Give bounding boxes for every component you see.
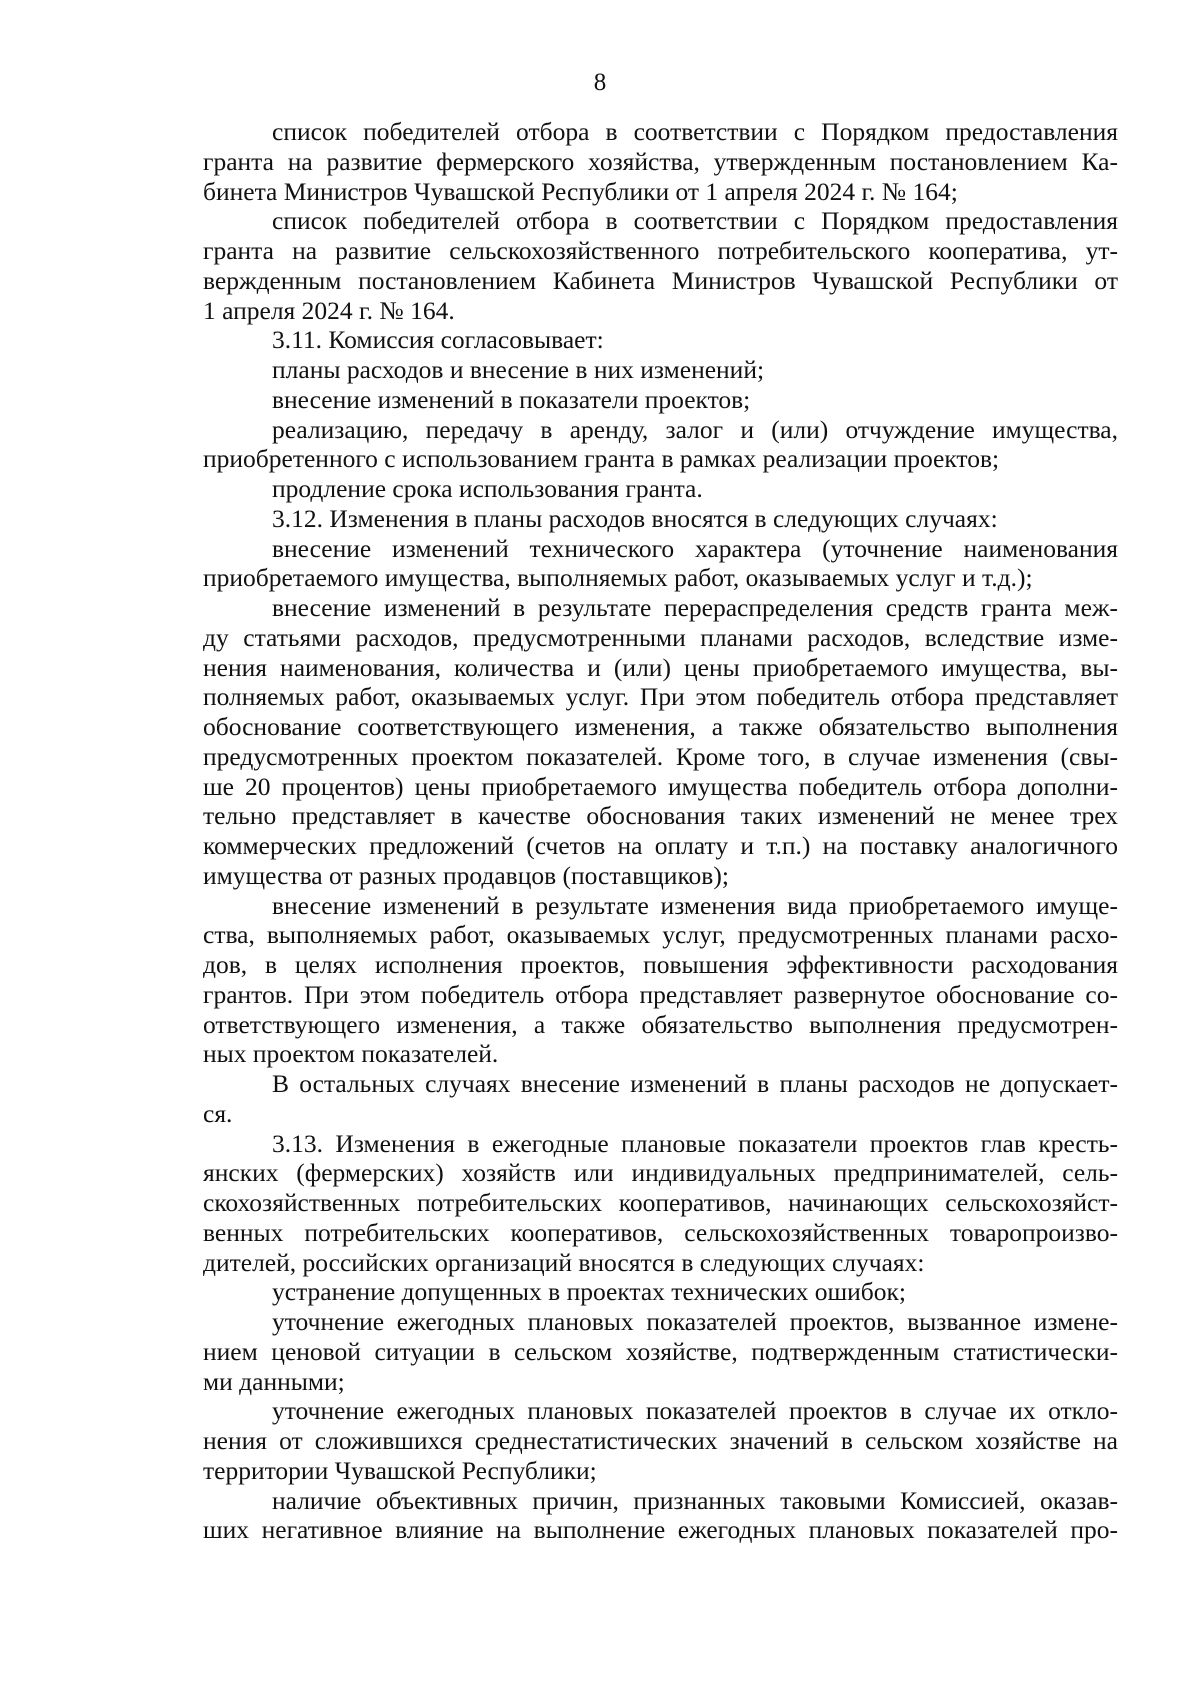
text-line: внесение изменений в результате изменения вида приобретаемого имуще- (272, 890, 1118, 920)
text-line: предусмотренных проектом показателей. Кроме того, в случае изменения (свы- (203, 741, 1118, 771)
text-line: приобретенного с использованием гранта в рамках реализации проектов; (203, 444, 1000, 474)
text-line: В остальных случаях внесение изменений в планы расходов не допускает- (272, 1069, 1118, 1098)
text-line: тельно представляет в качестве обоснования таких изменений не менее трех (203, 801, 1118, 831)
text-line: наличие объективных причин, признанных таковыми Комиссией, оказав- (272, 1485, 1118, 1515)
text-line: ства, выполняемых работ, оказываемых услуг, предусмотренных планами расхо- (203, 920, 1118, 950)
text-line: 3.12. Изменения в планы расходов вносятся в следующих случаях: (272, 503, 998, 533)
text-line: реализацию, передачу в аренду, залог и (или) отчуждение имущества, (272, 414, 1118, 444)
text-line: скохозяйственных потребительских кооперативов, начинающих сельскохозяйст- (203, 1188, 1118, 1217)
text-line: приобретаемого имущества, выполняемых работ, оказываемых услуг и т.д.); (203, 563, 1033, 593)
text-line: венных потребительских кооперативов, сельскохозяйственных товаропроизво- (203, 1217, 1118, 1247)
text-line: гранта на развитие фермерского хозяйства, утвержденным постановлением Ка- (203, 146, 1118, 176)
text-line: полняемых работ, оказываемых услуг. При этом победитель отбора представляет (203, 682, 1118, 712)
text-line: ше 20 процентов) цены приобретаемого имущества победитель отбора дополни- (203, 771, 1118, 801)
text-line: продление срока использования гранта. (272, 474, 703, 503)
page-number: 8 (593, 69, 607, 96)
text-line: грантов. При этом победитель отбора представляет развернутое обоснование со- (203, 979, 1118, 1009)
text-line: уточнение ежегодных плановых показателей проектов, вызванное измене- (272, 1307, 1118, 1336)
document-body (203, 117, 1118, 1545)
text-line: нием ценовой ситуации в сельском хозяйстве, подтвержденным статистически- (203, 1336, 1118, 1366)
text-line: ших негативное влияние на выполнение ежегодных плановых показателей про- (203, 1515, 1118, 1545)
text-line: бинета Министров Чувашской Республики от 1 апреля 2024 г. № 164; (203, 176, 958, 206)
text-line: нения наименования, количества и (или) цены приобретаемого имущества, вы- (203, 652, 1118, 682)
text-line: дителей, российских организаций вносятся в следующих случаях: (203, 1247, 925, 1277)
text-line: 3.11. Комиссия согласовывает: (272, 325, 604, 355)
text-line: ся. (203, 1098, 233, 1128)
text-line: уточнение ежегодных плановых показателей проектов в случае их откло- (272, 1396, 1118, 1426)
text-line: ми данными; (203, 1366, 345, 1396)
text-line: территории Чувашской Республики; (203, 1455, 597, 1485)
text-line: список победителей отбора в соответствии с Порядком предоставления (272, 206, 1118, 236)
text-line: устранение допущенных в проектах технических ошибок; (272, 1277, 906, 1307)
text-line: вержденным постановлением Кабинета Министров Чувашской Республики от (203, 265, 1118, 295)
text-line: дов, в целях исполнения проектов, повышения эффективности расходования (203, 950, 1118, 979)
text-line: 1 апреля 2024 г. № 164. (203, 295, 455, 325)
text-line: нения от сложившихся среднестатистических значений в сельском хозяйстве на (203, 1426, 1118, 1455)
text-line: обоснование соответствующего изменения, а также обязательство выполнения (203, 712, 1118, 741)
text-line: список победителей отбора в соответствии с Порядком предоставления (272, 117, 1118, 146)
text-line: внесение изменений в результате перераспределения средств гранта меж- (272, 593, 1118, 622)
text-line: планы расходов и внесение в них изменений; (272, 355, 765, 384)
text-line: внесение изменений в показатели проектов; (272, 384, 751, 414)
text-line: коммерческих предложений (счетов на оплату и т.п.) на поставку аналогичного (203, 831, 1118, 860)
text-line: янских (фермерских) хозяйств или индивидуальных предпринимателей, сель- (203, 1158, 1118, 1188)
text-line: имущества от разных продавцов (поставщиков); (203, 860, 729, 890)
text-line: ответствующего изменения, а также обязательство выполнения предусмотрен- (203, 1009, 1118, 1039)
text-line: гранта на развитие сельскохозяйственного потребительского кооператива, ут- (203, 236, 1118, 265)
text-line: ду статьями расходов, предусмотренными планами расходов, вследствие изме- (203, 622, 1118, 652)
text-line: ных проектом показателей. (203, 1039, 499, 1069)
text-line: внесение изменений технического характера (уточнение наименования (272, 533, 1118, 563)
text-line: 3.13. Изменения в ежегодные плановые показатели проектов глав кресть- (272, 1128, 1118, 1158)
